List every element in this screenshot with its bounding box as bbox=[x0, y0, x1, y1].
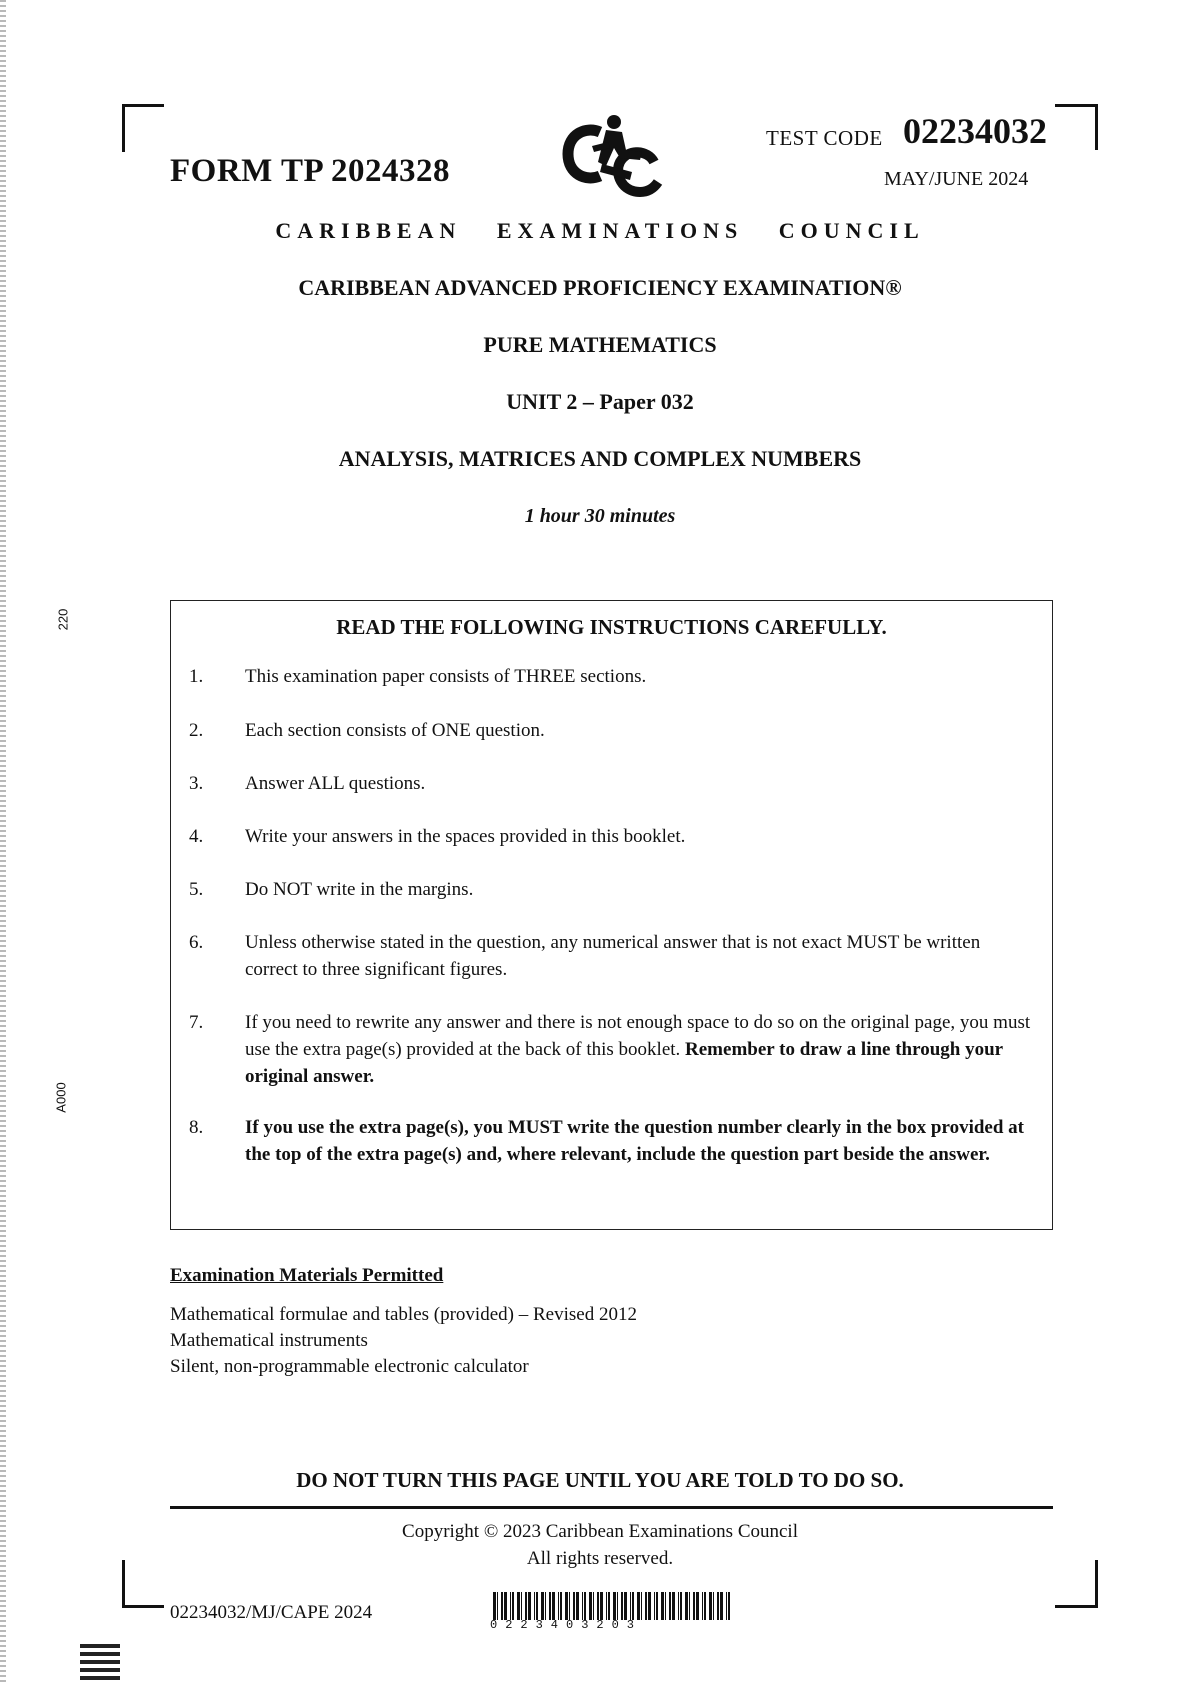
instruction-item bbox=[189, 1009, 1034, 1090]
barcode-bar bbox=[534, 1592, 535, 1620]
paper-title: ANALYSIS, MATRICES AND COMPLEX NUMBERS bbox=[338, 446, 862, 471]
barcode-bar bbox=[630, 1592, 631, 1620]
instruction-text: This examination paper consists of THREE sections. bbox=[245, 666, 647, 687]
barcode-bar bbox=[593, 1592, 594, 1620]
qr-module bbox=[116, 1668, 120, 1672]
instruction-number: 1. bbox=[189, 666, 204, 687]
qr-module bbox=[108, 1676, 112, 1680]
do-not-turn-warning: DO NOT TURN THIS PAGE UNTIL YOU ARE TOLD TO DO SO. bbox=[296, 1468, 904, 1492]
instruction-text-bold: If you use the extra page(s), you MUST write the question number clearly in the box provided at the top of the extra page(s) and, where relevant, include the question part beside the answer. bbox=[245, 1117, 1024, 1165]
qr-module bbox=[100, 1676, 104, 1680]
instruction-text-regular: If you need to rewrite any answer and there is not enough space to do so on the original page, you must use the extra page(s) provided at the back of this booklet. bbox=[245, 1012, 1031, 1060]
qr-module bbox=[116, 1652, 120, 1656]
instruction-item bbox=[189, 876, 1034, 903]
barcode-bar bbox=[613, 1592, 616, 1620]
qr-module bbox=[92, 1652, 96, 1656]
qr-module bbox=[112, 1668, 116, 1672]
perforated-edge bbox=[0, 0, 6, 1684]
qr-module bbox=[112, 1652, 116, 1656]
instruction-number: 3. bbox=[189, 773, 204, 794]
qr-module bbox=[104, 1676, 108, 1680]
side-code-top: 220 bbox=[55, 608, 71, 631]
instruction-item bbox=[189, 717, 1034, 744]
qr-module bbox=[104, 1652, 108, 1656]
barcode-bar bbox=[617, 1592, 618, 1620]
qr-module bbox=[112, 1660, 116, 1664]
qr-module bbox=[84, 1660, 88, 1664]
barcode-bar bbox=[665, 1592, 666, 1620]
barcode-bar bbox=[549, 1592, 551, 1620]
material-item: Mathematical formulae and tables (provided) – Revised 2012 bbox=[170, 1304, 637, 1325]
qr-module bbox=[92, 1668, 96, 1672]
instruction-number: 6. bbox=[189, 932, 204, 953]
qr-module bbox=[80, 1660, 84, 1664]
instruction-item bbox=[189, 663, 1034, 690]
barcode-bar bbox=[600, 1592, 603, 1620]
barcode-bar bbox=[728, 1592, 730, 1620]
qr-code-icon bbox=[80, 1640, 120, 1680]
qr-module bbox=[108, 1660, 112, 1664]
test-code-label: TEST CODE bbox=[766, 126, 883, 150]
qr-module bbox=[116, 1660, 120, 1664]
rights-line: All rights reserved. bbox=[526, 1548, 674, 1569]
qr-module bbox=[112, 1644, 116, 1648]
barcode-bar bbox=[702, 1592, 703, 1620]
barcode-bar bbox=[641, 1592, 642, 1620]
barcode-bar bbox=[512, 1592, 514, 1620]
instruction-text: Answer ALL questions. bbox=[245, 773, 426, 794]
barcode-icon bbox=[493, 1592, 733, 1620]
material-item: Mathematical instruments bbox=[170, 1330, 368, 1351]
barcode-bar bbox=[726, 1592, 727, 1620]
qr-module bbox=[108, 1668, 112, 1672]
barcode-bar bbox=[637, 1592, 640, 1620]
barcode-bar bbox=[608, 1592, 610, 1620]
barcode-bar bbox=[669, 1592, 671, 1620]
qr-module bbox=[112, 1676, 116, 1680]
qr-module bbox=[100, 1668, 104, 1672]
instruction-number: 4. bbox=[189, 826, 204, 847]
qr-module bbox=[80, 1644, 84, 1648]
divider bbox=[170, 1506, 1053, 1509]
qr-module bbox=[108, 1644, 112, 1648]
barcode-bar bbox=[624, 1592, 627, 1620]
barcode-bar bbox=[621, 1592, 623, 1620]
qr-module bbox=[108, 1652, 112, 1656]
qr-module bbox=[96, 1660, 100, 1664]
barcode-bar bbox=[501, 1592, 503, 1620]
barcode-bar bbox=[584, 1592, 586, 1620]
exam-name: CARIBBEAN ADVANCED PROFICIENCY EXAMINATION® bbox=[298, 275, 902, 300]
qr-module bbox=[80, 1668, 84, 1672]
instruction-number: 7. bbox=[189, 1012, 204, 1033]
qr-module bbox=[96, 1644, 100, 1648]
barcode-bar bbox=[656, 1592, 658, 1620]
qr-module bbox=[116, 1676, 120, 1680]
qr-module bbox=[92, 1660, 96, 1664]
instruction-text-bold: Remember to draw a line through your original answer. bbox=[245, 1039, 1003, 1087]
barcode-digits: 0223403203 bbox=[490, 1618, 643, 1632]
instruction-text: Unless otherwise stated in the question, any numerical answer that is not exact MUST be written correct to three significant figures. bbox=[245, 932, 981, 980]
barcode-bar bbox=[582, 1592, 583, 1620]
unit-paper: UNIT 2 – Paper 032 bbox=[506, 389, 694, 414]
qr-module bbox=[104, 1644, 108, 1648]
barcode-bar bbox=[510, 1592, 511, 1620]
cxc-logo-icon bbox=[556, 112, 666, 198]
barcode-bar bbox=[689, 1592, 690, 1620]
barcode-bar bbox=[541, 1592, 544, 1620]
instruction-item bbox=[189, 1114, 1034, 1168]
barcode-bar bbox=[525, 1592, 527, 1620]
qr-module bbox=[80, 1652, 84, 1656]
paper-code: 02234032/MJ/CAPE 2024 bbox=[170, 1602, 373, 1623]
barcode-bar bbox=[693, 1592, 695, 1620]
qr-module bbox=[116, 1644, 120, 1648]
barcode-bar bbox=[528, 1592, 531, 1620]
barcode-bar bbox=[713, 1592, 714, 1620]
qr-module bbox=[92, 1644, 96, 1648]
barcode-bar bbox=[569, 1592, 570, 1620]
exam-session: MAY/JUNE 2024 bbox=[884, 168, 1029, 190]
copyright-line: Copyright © 2023 Caribbean Examinations Council bbox=[402, 1521, 798, 1542]
barcode-bar bbox=[517, 1592, 520, 1620]
barcode-bar bbox=[589, 1592, 592, 1620]
qr-module bbox=[100, 1660, 104, 1664]
qr-module bbox=[84, 1652, 88, 1656]
exam-duration: 1 hour 30 minutes bbox=[524, 505, 676, 527]
barcode-bar bbox=[565, 1592, 568, 1620]
qr-module bbox=[88, 1644, 92, 1648]
barcode-bar bbox=[704, 1592, 706, 1620]
instruction-item bbox=[189, 929, 1034, 983]
barcode-bar bbox=[558, 1592, 559, 1620]
instruction-number: 5. bbox=[189, 879, 204, 900]
barcode-bar bbox=[504, 1592, 507, 1620]
barcode-bar bbox=[606, 1592, 607, 1620]
barcode-bar bbox=[632, 1592, 634, 1620]
qr-module bbox=[88, 1676, 92, 1680]
qr-module bbox=[88, 1660, 92, 1664]
barcode-bar bbox=[536, 1592, 538, 1620]
qr-module bbox=[84, 1644, 88, 1648]
qr-module bbox=[96, 1676, 100, 1680]
instruction-text: Write your answers in the spaces provided in this booklet. bbox=[245, 826, 686, 847]
qr-module bbox=[84, 1668, 88, 1672]
barcode-bar bbox=[573, 1592, 575, 1620]
barcode-bar bbox=[497, 1592, 498, 1620]
barcode-bar bbox=[545, 1592, 546, 1620]
qr-module bbox=[100, 1652, 104, 1656]
instruction-text: Each section consists of ONE question. bbox=[245, 720, 545, 741]
council-name: CARIBBEAN EXAMINATIONS COUNCIL bbox=[275, 218, 925, 243]
barcode-bar bbox=[648, 1592, 651, 1620]
qr-module bbox=[92, 1676, 96, 1680]
materials-heading: Examination Materials Permitted bbox=[170, 1265, 444, 1286]
barcode-bar bbox=[552, 1592, 555, 1620]
instructions-heading: READ THE FOLLOWING INSTRUCTIONS CAREFULLY. bbox=[336, 615, 887, 639]
barcode-bar bbox=[678, 1592, 679, 1620]
barcode-bar bbox=[597, 1592, 599, 1620]
qr-module bbox=[104, 1660, 108, 1664]
qr-module bbox=[100, 1644, 104, 1648]
qr-module bbox=[80, 1676, 84, 1680]
instruction-item bbox=[189, 770, 1034, 797]
barcode-bar bbox=[576, 1592, 579, 1620]
instruction-number: 8. bbox=[189, 1117, 204, 1138]
qr-module bbox=[96, 1652, 100, 1656]
qr-module bbox=[88, 1668, 92, 1672]
barcode-bar bbox=[654, 1592, 655, 1620]
copyright bbox=[0, 1518, 1200, 1572]
test-code: 02234032 bbox=[903, 111, 1047, 151]
subject-name: PURE MATHEMATICS bbox=[483, 332, 717, 357]
barcode-bar bbox=[720, 1592, 723, 1620]
qr-module bbox=[104, 1668, 108, 1672]
barcode-bar bbox=[521, 1592, 522, 1620]
barcode-bar bbox=[696, 1592, 699, 1620]
barcode-bar bbox=[493, 1592, 496, 1620]
qr-module bbox=[88, 1652, 92, 1656]
barcode-bar bbox=[685, 1592, 688, 1620]
barcode-bar bbox=[672, 1592, 675, 1620]
qr-module bbox=[84, 1676, 88, 1680]
barcode-bar bbox=[717, 1592, 719, 1620]
material-item: Silent, non-programmable electronic calculator bbox=[170, 1356, 529, 1377]
instructions-box bbox=[170, 600, 1053, 1230]
instruction-number: 2. bbox=[189, 720, 204, 741]
barcode-bar bbox=[661, 1592, 664, 1620]
barcode-bar bbox=[560, 1592, 562, 1620]
instruction-text: Do NOT write in the margins. bbox=[245, 879, 474, 900]
barcode-bar bbox=[709, 1592, 712, 1620]
instruction-item bbox=[189, 823, 1034, 850]
barcode-bar bbox=[645, 1592, 647, 1620]
barcode-bar bbox=[680, 1592, 682, 1620]
side-code-bottom: A000 bbox=[53, 1082, 69, 1113]
instruction-text bbox=[245, 1009, 1034, 1090]
qr-module bbox=[96, 1668, 100, 1672]
form-number: FORM TP 2024328 bbox=[170, 153, 451, 189]
